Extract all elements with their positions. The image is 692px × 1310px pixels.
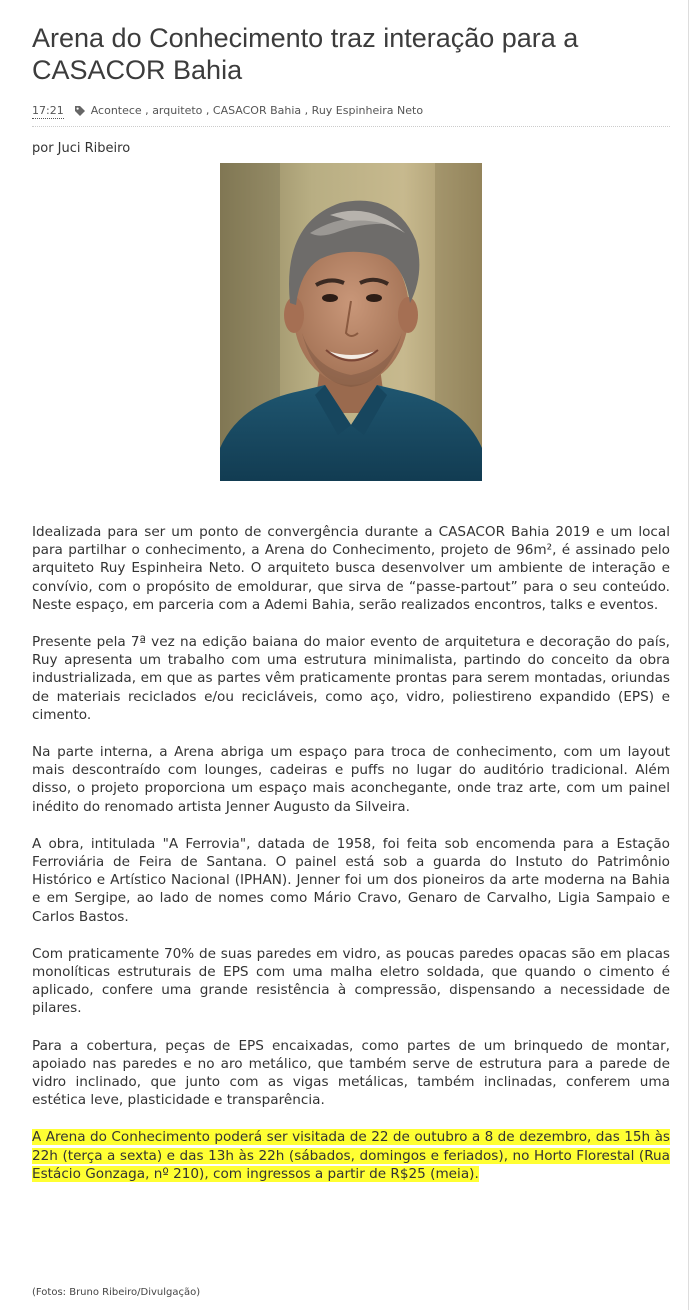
post-time[interactable]: 17:21 [32,104,64,117]
post-labels [91,104,423,118]
article-paragraph-6: Para a cobertura, peças de EPS encaixadas, como partes de um brinquedo de montar, apoiado nas paredes e no aro metálico, que também serve de estrutura para a parede de vidro inclinado, que junto com as vigas metálicas, também inclinadas, conferem uma estética leve, plasticidade e transparência. [32,1037,670,1109]
photo-container [32,163,670,481]
article-paragraph-3: Na parte interna, a Arena abriga um espaço para troca de conhecimento, com um layout mais descontraído com lounges, cadeiras e puffs no lugar do auditório tradicional. Além disso, o projeto proporciona um espaço mais aconchegante, onde traz arte, com um painel inédito do renomado artista Jenner Augusto da Silveira. [32,744,670,815]
post [32,0,670,1202]
page-edge-rule [688,0,689,1310]
article-body [32,523,670,1183]
label-link-casacor-bahia[interactable]: CASACOR Bahia [212,104,302,117]
photo-credit: (Fotos: Bruno Ribeiro/Divulgação) [32,1287,201,1298]
label-link-arquiteto[interactable]: arquiteto [152,104,203,117]
label-separator: , [141,104,153,117]
label-link-acontece[interactable]: Acontece [90,104,142,117]
tag-icon [74,105,86,117]
post-meta [32,104,670,127]
byline: por Juci Ribeiro [32,141,131,156]
article-paragraph-4: A obra, intitulada "A Ferrovia", datada de 1958, foi feita sob encomenda para a Estação Ferroviária de Feira de Santana. O painel está sob a guarda do Instuto do Patrimônio Histórico e Artístico Nacional (IPHAN). Jenner foi um dos pioneiros da arte moderna na Bahia e em Sergipe, ao lado de nomes como Mário Cravo, Genaro de Carvalho, Ligia Sampaio e Carlos Bastos. [32,835,670,925]
highlighted-visit-info: A Arena do Conhecimento poderá ser visitada de 22 de outubro a 8 de dezembro, das 15h às 22h (terça a sexta) e das 13h às 22h (sábados, domingos e feriados), no Horto Florestal (Rua Estácio Gonzaga, nº 210), com ingressos a partir de R$25 (meia). [32,1129,670,1182]
article-paragraph-1: Idealizada para ser um ponto de convergência durante a CASACOR Bahia 2019 e um local para partilhar o conhecimento, a Arena do Conhecimento, projeto de 96m², é assinado pelo arquiteto Ruy Espinheira Neto. O arquiteto busca desenvolver um ambiente de interação e convívio, com o propósito de emoldurar, que sirva de “passe-partout” para o seu conteúdo. Neste espaço, em parceria com a Ademi Bahia, serão realizados encontros, talks e eventos. [32,524,670,613]
label-separator: , [202,104,213,117]
visit-info-paragraph [32,1128,670,1183]
portrait-photo [220,163,482,481]
label-separator: , [301,104,312,117]
article-paragraph-5: Com praticamente 70% de suas paredes em vidro, as poucas paredes opacas são em placas monolíticas estruturais de EPS com uma malha eletro soldada, que quando o cimento é aplicado, confere uma grande resistência à compressão, dispensando a necessidade de pilares. [32,945,670,1017]
post-title[interactable]: Arena do Conhecimento traz interação para a CASACOR Bahia [32,23,579,85]
label-link-ruy-espinheira-neto[interactable]: Ruy Espinheira Neto [311,104,424,117]
article-paragraph-2: Presente pela 7ª vez na edição baiana do maior evento de arquitetura e decoração do país, Ruy apresenta um trabalho com uma estrutura minimalista, partindo do conceito da obra industrializada, em que as partes vêm praticamente prontas para serem montadas, oriundas de materiais reciclados e/ou recicláveis, como aço, vidro, poliestireno expandido (EPS) e cimento. [32,634,670,723]
